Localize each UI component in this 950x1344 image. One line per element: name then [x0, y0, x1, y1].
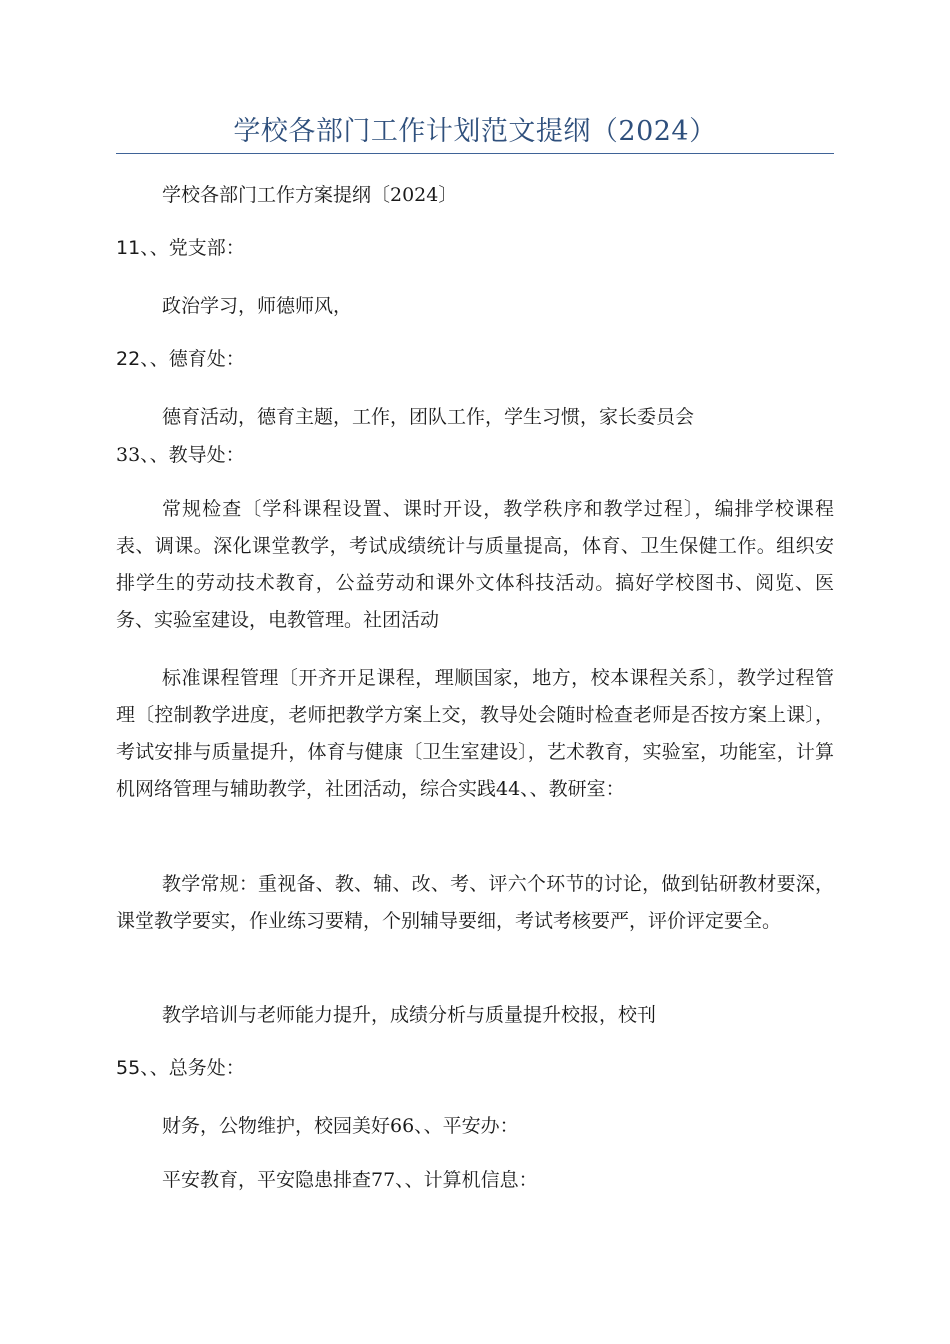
document-subtitle: 学校各部门工作方案提纲〔2024〕 — [162, 184, 458, 206]
section-label: 、、德育处： — [140, 348, 245, 370]
paragraph-teaching-routine: 教学常规：重视备、教、辅、改、考、评六个环节的讨论，做到钻研教材要深，课堂教学要实，作业练习要精，个别辅导要细，考试考核要严，评价评定要全。 — [116, 873, 834, 932]
section-number: 11 — [116, 237, 141, 259]
section-content-party: 政治学习，师德师风， — [162, 295, 353, 317]
paragraph-teacher-training: 教学培训与老师能力提升，成绩分析与质量提升校报，校刊 — [162, 1004, 657, 1026]
section-content-general-affairs: 财务，公物维护，校园美好66、、平安办： — [162, 1115, 519, 1137]
section-label: 、、总务处： — [140, 1057, 245, 1079]
section-content-safety: 平安教育，平安隐患排查77、、计算机信息： — [162, 1169, 538, 1191]
section-number: 55 — [116, 1057, 141, 1079]
section-heading-general-affairs — [116, 1050, 834, 1087]
section-heading-party — [116, 230, 834, 267]
paragraph-routine-inspection: 常规检查〔学科课程设置、课时开设，教学秩序和教学过程〕，编排学校课程表、调课。深化课堂教学，考试成绩统计与质量提高，体育、卫生保健工作。组织安排学生的劳动技术教育，公益劳动和课外文体科技活动。搞好学校图书、阅览、医务、实验室建设，电教管理。社团活动 — [116, 498, 834, 631]
section-number: 22 — [116, 348, 141, 370]
paragraph-curriculum-management: 标准课程管理〔开齐开足课程，理顺国家，地方，校本课程关系〕，教学过程管理〔控制教学进度，老师把教学方案上交，教导处会随时检查老师是否按方案上课〕，考试安排与质量提升，体育与健康〔卫生室建设〕，艺术教育，实验室，功能室，计算机网络管理与辅助教学，社团活动，综合实践44、、教研室： — [116, 667, 834, 800]
section-heading-academic: 33、、教导处： — [116, 444, 245, 466]
document-title: 学校各部门工作计划范文提纲（2024） — [233, 116, 717, 147]
section-label: 、、党支部： — [140, 237, 245, 259]
section-content-moral: 德育活动，德育主题，工作，团队工作，学生习惯，家长委员会 — [162, 406, 695, 428]
section-heading-moral — [116, 341, 834, 378]
title-underline — [116, 153, 834, 154]
